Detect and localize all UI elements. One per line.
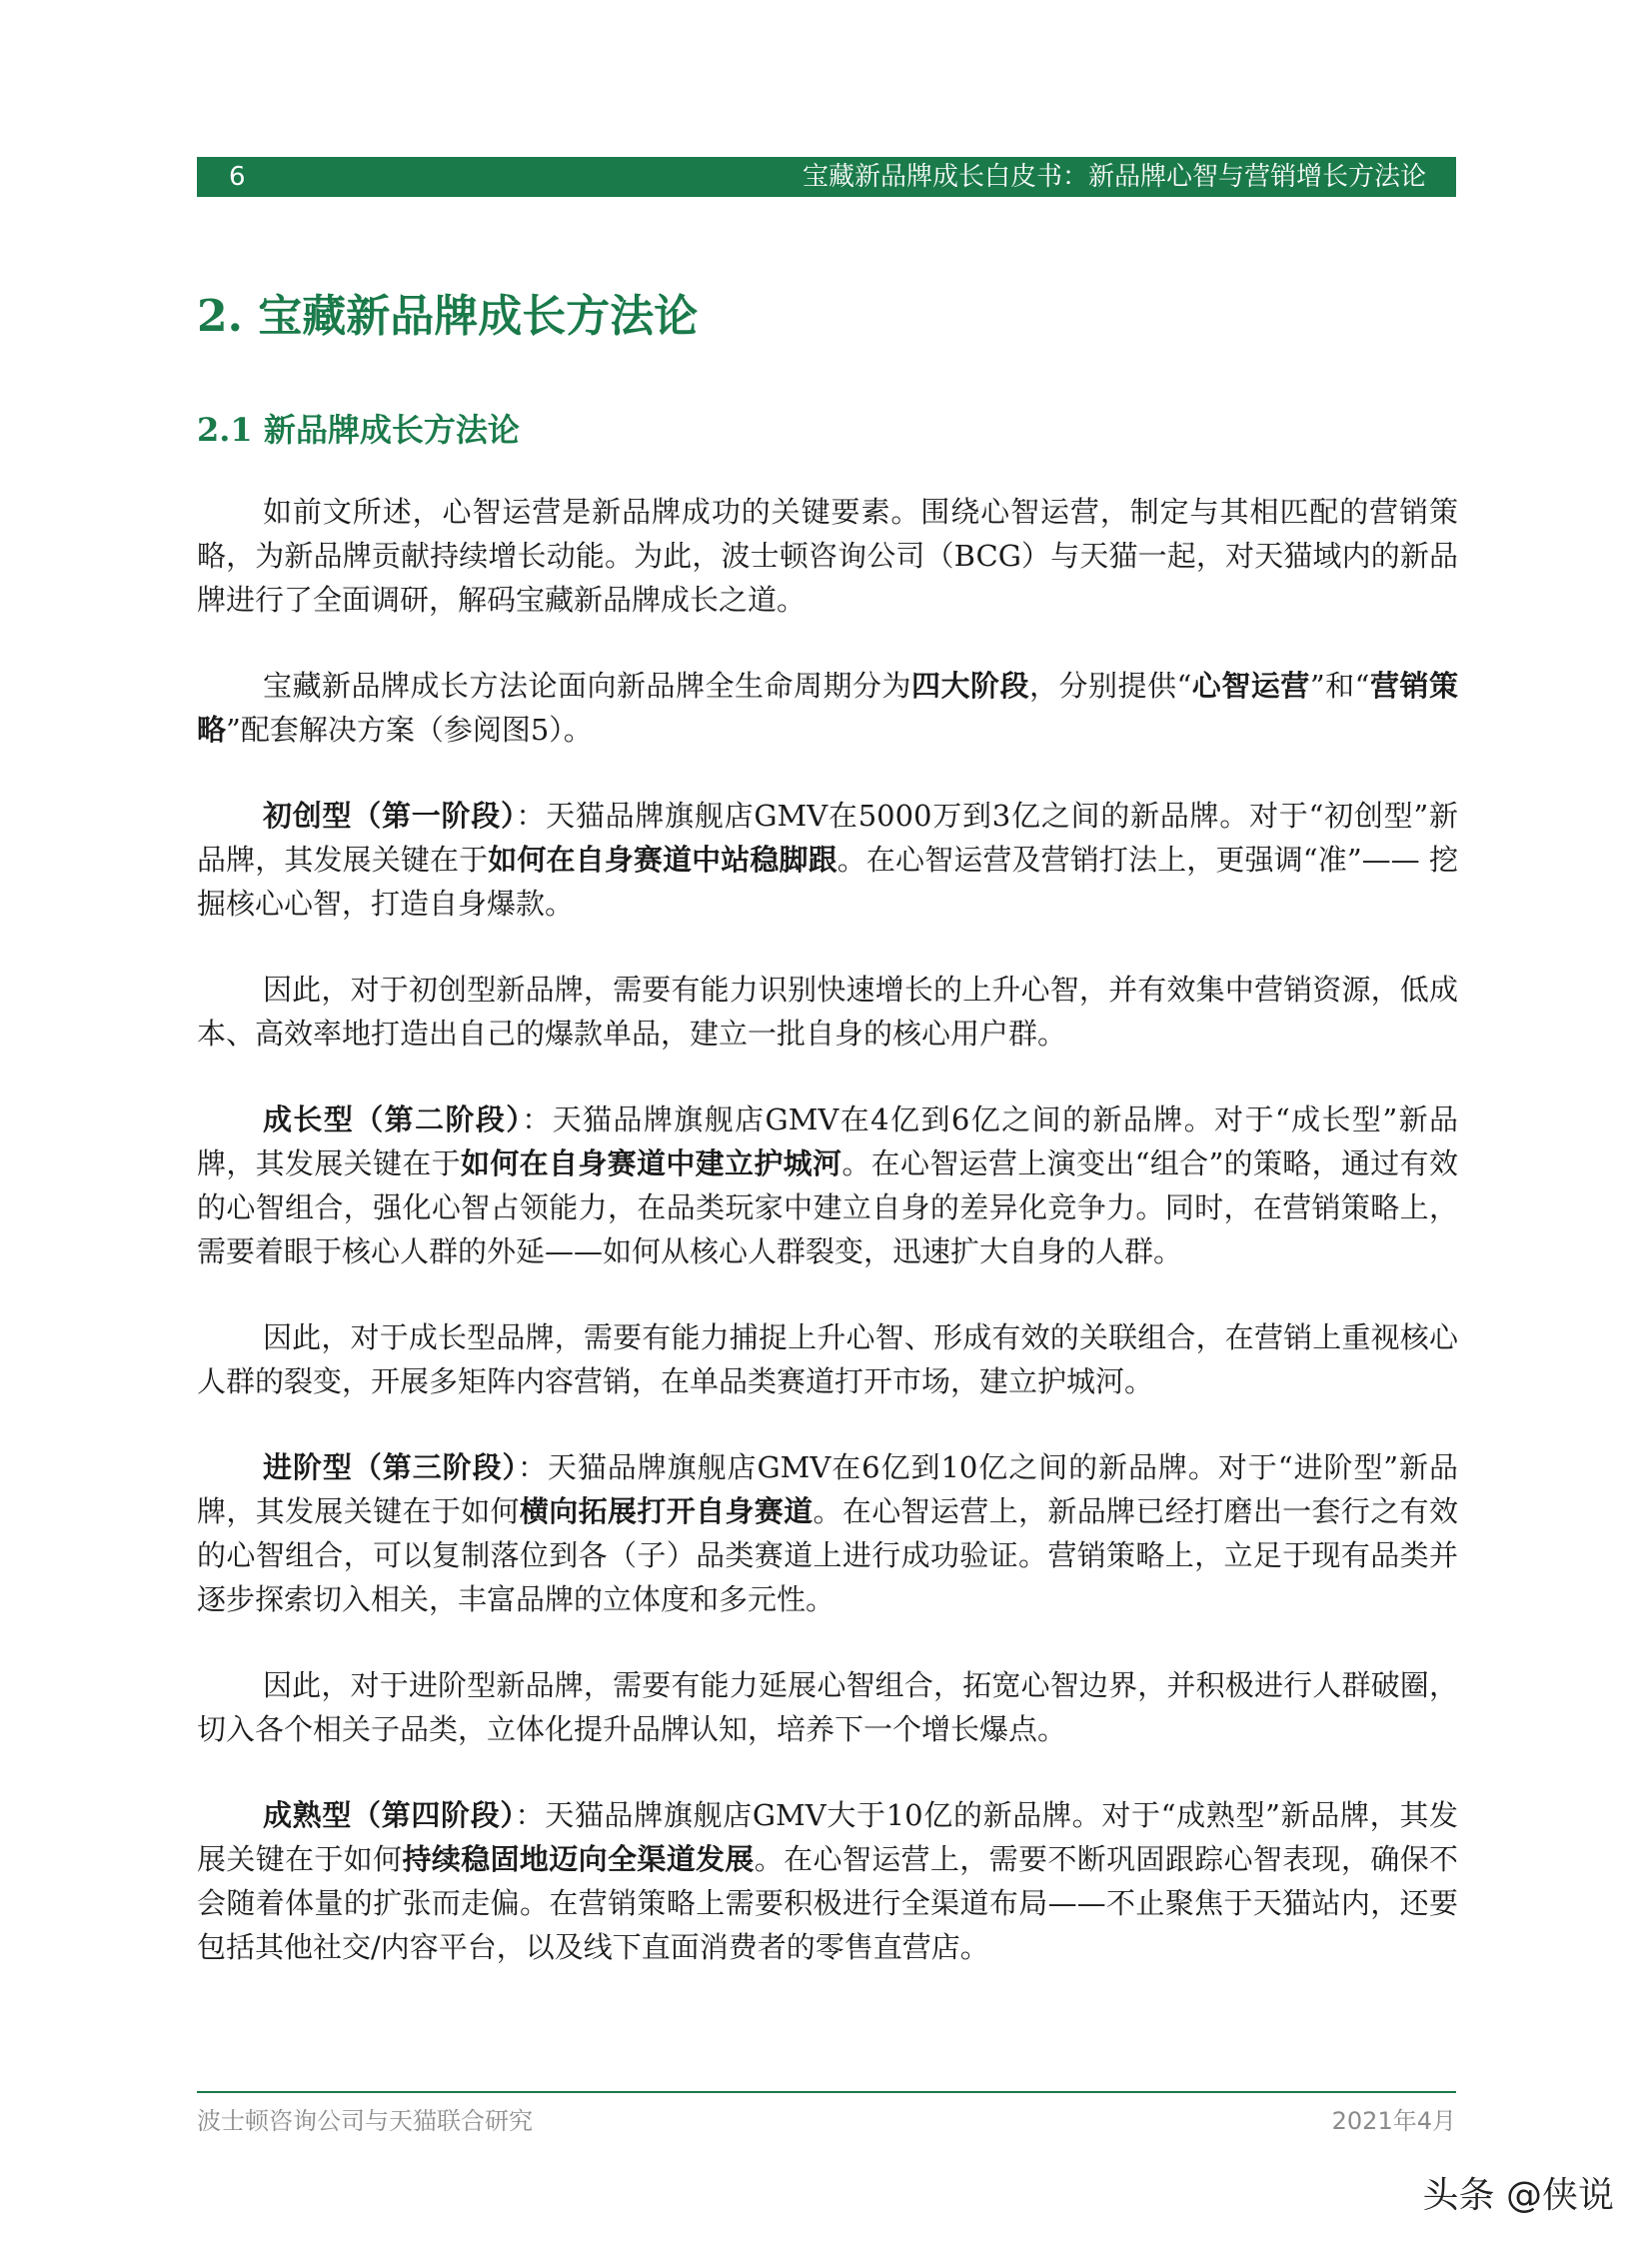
page-number: 6 [229, 162, 246, 192]
paragraph [197, 1663, 1458, 1751]
paragraph [197, 490, 1458, 622]
text-segment: 因此，对于进阶型新品牌，需要有能力延展心智组合，拓宽心智边界，并积极进行人群破圈，切入各个相关子品类，立体化提升品牌认知，培养下一个增长爆点。 [197, 1668, 1458, 1746]
text-segment: 。在心智运营上，新品牌已经打磨出一套行之有效的心智组合，可以复制落位到各（子）品类赛道上进行成功验证。营销策略上，立足于现有品类并逐步探索切入相关，丰富品牌的立体度和多元性。 [197, 1494, 1458, 1616]
bold-text: 心智运营 [1191, 669, 1310, 703]
footer-date: 2021年4月 [1331, 2107, 1456, 2135]
text-segment: 如前文所述，心智运营是新品牌成功的关键要素。围绕心智运营，制定与其相匹配的营销策略，为新品牌贡献持续增长动能。为此，波士顿咨询公司（BCG）与天猫一起，对天猫域内的新品牌进行了全面调研，解码宝藏新品牌成长之道。 [197, 495, 1458, 617]
document-title: 宝藏新品牌成长白皮书：新品牌心智与营销增长方法论 [802, 162, 1426, 192]
footer-divider [197, 2091, 1456, 2093]
section-title: 2. 宝藏新品牌成长方法论 [197, 291, 699, 342]
paragraph [197, 664, 1458, 752]
paragraph [197, 1445, 1458, 1621]
text-segment: 因此，对于成长型品牌，需要有能力捕捉上升心智、形成有效的关联组合，在营销上重视核心人群的裂变，开展多矩阵内容营销，在单品类赛道打开市场，建立护城河。 [197, 1320, 1458, 1398]
text-segment: ：天猫品牌旗舰店GMV在5000万到3亿之间的新品牌。对于“初创型”新品牌，其发展关键在于 [197, 799, 1458, 877]
text-segment: ，分别提供“ [1028, 669, 1192, 703]
bold-text: 成长型（第二阶段） [263, 1103, 523, 1136]
text-segment: 。在心智运营上演变出“组合”的策略，通过有效的心智组合，强化心智占领能力，在品类玩家中建立自身的差异化竞争力。同时，在营销策略上，需要着眼于核心人群的外延——如何从核心人群裂变，迅速扩大自身的人群。 [197, 1146, 1458, 1268]
bold-text: 初创型（第一阶段） [263, 799, 517, 833]
text-segment: ：天猫品牌旗舰店GMV大于10亿的新品牌。对于“成熟型”新品牌，其发展关键在于如何 [197, 1798, 1458, 1876]
paragraph [197, 1315, 1458, 1403]
bold-text: 四大阶段 [910, 669, 1029, 703]
text-segment: 。在心智运营上，需要不断巩固跟踪心智表现，确保不会随着体量的扩张而走偏。在营销策略上需要积极进行全渠道布局——不止聚焦于天猫站内，还要包括其他社交/内容平台，以及线下直面消费者的零售直营店。 [197, 1842, 1458, 1964]
bold-text: 成熟型（第四阶段） [263, 1798, 516, 1832]
body-text [197, 490, 1458, 2011]
paragraph [197, 1098, 1458, 1273]
text-segment: ：天猫品牌旗舰店GMV在4亿到6亿之间的新品牌。对于“成长型”新品牌，其发展关键在于 [197, 1103, 1458, 1180]
text-segment: 因此，对于初创型新品牌，需要有能力识别快速增长的上升心智，并有效集中营销资源，低成本、高效率地打造出自己的爆款单品，建立一批自身的核心用户群。 [197, 973, 1458, 1051]
bold-text: 如何在自身赛道中建立护城河 [461, 1146, 842, 1180]
bold-text: 进阶型（第三阶段） [263, 1450, 518, 1484]
footer-source: 波士顿咨询公司与天猫联合研究 [197, 2107, 533, 2135]
text-segment: 宝藏新品牌成长方法论面向新品牌全生命周期分为 [263, 669, 911, 703]
bold-text: 如何在自身赛道中站稳脚跟 [488, 843, 837, 877]
bold-text: 横向拓展打开自身赛道 [519, 1494, 814, 1528]
text-segment: ”和“ [1309, 669, 1370, 703]
bold-text: 持续稳固地迈向全渠道发展 [402, 1842, 755, 1876]
header-bar [197, 157, 1456, 197]
text-segment: 。在心智运营及营销打法上，更强调“准”—— 挖掘核心心智，打造自身爆款。 [197, 843, 1458, 921]
watermark: 头条 @侠说 [1422, 2175, 1614, 2216]
bold-text: 营销策略 [197, 669, 1458, 747]
paragraph [197, 1793, 1458, 1969]
subsection-title: 2.1 新品牌成长方法论 [197, 411, 520, 449]
text-segment: ：天猫品牌旗舰店GMV在6亿到10亿之间的新品牌。对于“进阶型”新品牌，其发展关键在于如何 [197, 1450, 1458, 1528]
text-segment: ”配套解决方案（参阅图5）。 [226, 713, 593, 747]
paragraph [197, 968, 1458, 1056]
paragraph [197, 794, 1458, 926]
